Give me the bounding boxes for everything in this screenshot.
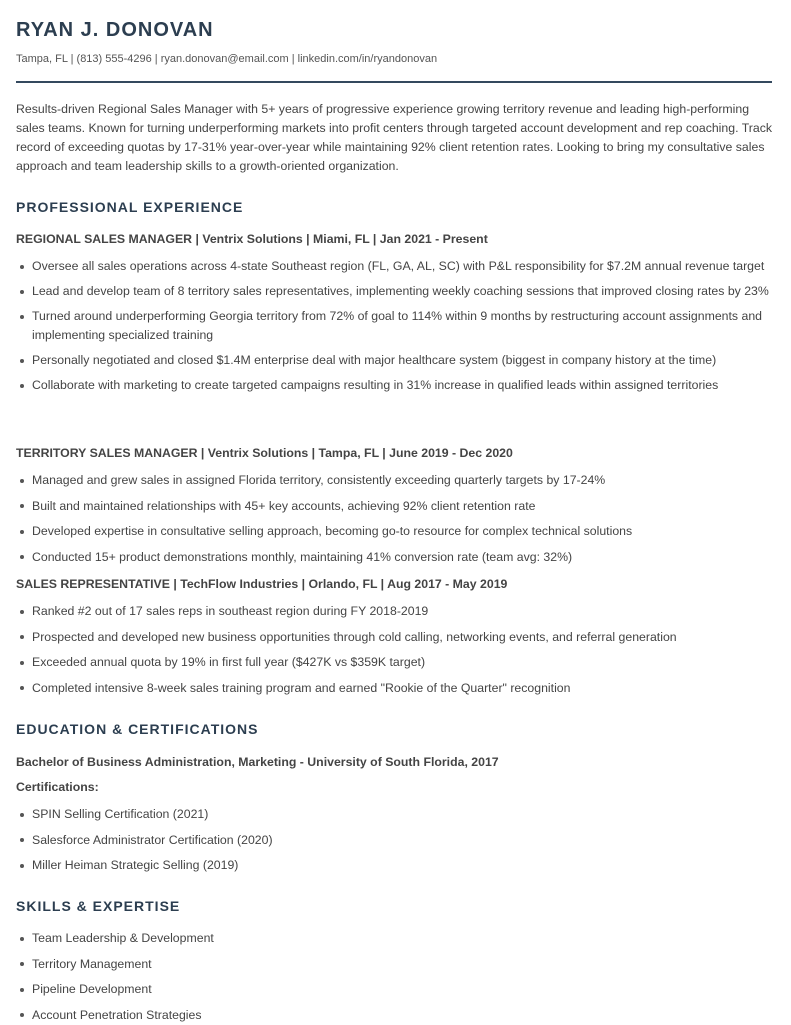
job-bullet: Collaborate with marketing to create targeted campaigns resulting in 31% increase in qualified leads within assigned territories bbox=[16, 376, 772, 395]
skill-item: Account Penetration Strategies bbox=[16, 1006, 772, 1025]
skill-item: Team Leadership & Development bbox=[16, 929, 772, 948]
job-bullet: Exceeded annual quota by 19% in first full year ($427K vs $359K target) bbox=[16, 653, 772, 672]
certification-item: Miller Heiman Strategic Selling (2019) bbox=[16, 856, 772, 875]
job-bullet-list bbox=[16, 257, 772, 395]
job-heading: REGIONAL SALES MANAGER | Ventrix Solutions | Miami, FL | Jan 2021 - Present bbox=[16, 232, 488, 246]
degree-line: Bachelor of Business Administration, Marketing - University of South Florida, 2017 bbox=[16, 755, 499, 769]
job-bullet: Ranked #2 out of 17 sales reps in southeast region during FY 2018-2019 bbox=[16, 602, 772, 621]
job-bullet: Managed and grew sales in assigned Florida territory, consistently exceeding quarterly targets by 17-24% bbox=[16, 471, 772, 490]
contact-line: Tampa, FL | (813) 555-4296 | ryan.donovan@email.com | linkedin.com/in/ryandonovan bbox=[16, 53, 438, 65]
skills-list bbox=[16, 929, 772, 1025]
skill-item: Pipeline Development bbox=[16, 980, 772, 999]
job-bullet: Personally negotiated and closed $1.4M enterprise deal with major healthcare system (biggest in company history at the time) bbox=[16, 351, 772, 370]
certification-item: Salesforce Administrator Certification (2020) bbox=[16, 831, 772, 850]
header-divider bbox=[16, 81, 772, 83]
job-bullet: Prospected and developed new business opportunities through cold calling, networking events, and referral generation bbox=[16, 628, 772, 647]
section-title-education: EDUCATION & CERTIFICATIONS bbox=[16, 721, 259, 737]
job-heading: TERRITORY SALES MANAGER | Ventrix Solutions | Tampa, FL | June 2019 - Dec 2020 bbox=[16, 446, 513, 460]
job-bullet: Turned around underperforming Georgia territory from 72% of goal to 114% within 9 months by restructuring account assignments and implementing specialized training bbox=[16, 307, 772, 345]
job-bullet: Oversee all sales operations across 4-state Southeast region (FL, GA, AL, SC) with P&L responsibility for $7.2M annual revenue target bbox=[16, 257, 772, 276]
job-bullet: Conducted 15+ product demonstrations monthly, maintaining 41% conversion rate (team avg: 32%) bbox=[16, 548, 772, 567]
certification-item: SPIN Selling Certification (2021) bbox=[16, 805, 772, 824]
section-title-skills: SKILLS & EXPERTISE bbox=[16, 898, 181, 914]
job-bullet: Built and maintained relationships with 45+ key accounts, achieving 92% client retention rate bbox=[16, 497, 772, 516]
candidate-name: RYAN J. DONOVAN bbox=[16, 19, 214, 41]
skill-item: Territory Management bbox=[16, 955, 772, 974]
job-bullet-list bbox=[16, 471, 772, 567]
job-bullet: Lead and develop team of 8 territory sales representatives, implementing weekly coaching sessions that improved closing rates by 23% bbox=[16, 282, 772, 301]
job-bullet: Completed intensive 8-week sales training program and earned "Rookie of the Quarter" recognition bbox=[16, 679, 772, 698]
job-bullet: Developed expertise in consultative selling approach, becoming go-to resource for complex technical solutions bbox=[16, 522, 772, 541]
job-bullet-list bbox=[16, 602, 772, 698]
section-title-experience: PROFESSIONAL EXPERIENCE bbox=[16, 199, 244, 215]
certification-list bbox=[16, 805, 772, 875]
job-heading: SALES REPRESENTATIVE | TechFlow Industries | Orlando, FL | Aug 2017 - May 2019 bbox=[16, 577, 508, 591]
certifications-label: Certifications: bbox=[16, 780, 99, 794]
professional-summary: Results-driven Regional Sales Manager with 5+ years of progressive experience growing territory revenue and leading high-performing sales teams. Known for turning underperforming markets into profit centers through targeted account development and rep coaching. Track record of exceeding quotas by 17-31% year-over-year while maintaining 92% client retention rates. Looking to bring my consultative sales approach and team leadership skills to a growth-oriented organization. bbox=[16, 102, 772, 173]
